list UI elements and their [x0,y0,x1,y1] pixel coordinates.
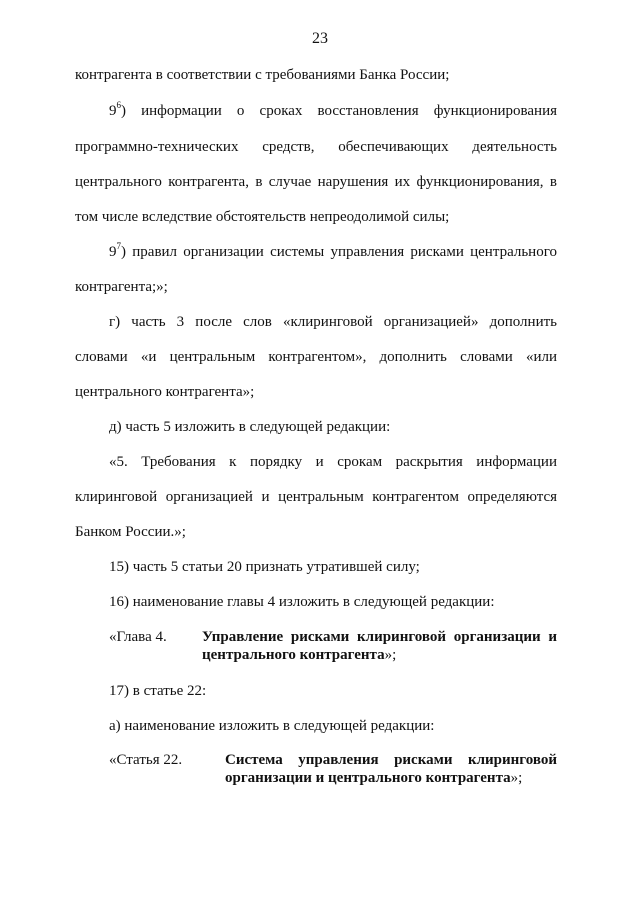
paragraph-line: контрагента в соответствии с требованиями Банка России; [75,67,450,83]
item-number: 9 [109,103,117,119]
item-superscript: 6 [116,100,121,110]
paragraph-line: центрального контрагента»; [75,384,255,400]
heading-line: Система управления рисками клиринговой [225,752,557,768]
chapter-heading-title [202,628,557,664]
heading-tail: »; [384,647,397,663]
paragraph-line: г) часть 3 после слов «клиринговой организацией» дополнить [109,314,557,330]
paragraph-line: Банком России.»; [75,524,186,540]
item-text: ) правил организации системы управления рисками центрального [121,244,557,260]
paragraph-line: контрагента;»; [75,279,168,295]
item-superscript: 7 [116,241,121,251]
heading-line-text: организации и центрального контрагента [225,770,511,786]
heading-tail: »; [510,770,523,786]
heading-line [225,769,557,787]
article-heading-label: «Статья 22. [109,752,183,768]
list-item-9-6 [109,102,557,120]
item-number: 9 [109,244,117,260]
heading-line-text: центрального контрагента [202,647,385,663]
paragraph-line: клиринговой организацией и центральным контрагентом определяются [75,489,557,505]
paragraph-line: «5. Требования к порядку и срокам раскрытия информации [109,454,557,470]
heading-line: Управление рисками клиринговой организации и [202,629,557,645]
paragraph-line: программно-технических средств, обеспечивающих деятельность [75,139,557,155]
item-text: ) информации о сроках восстановления функционирования [121,103,557,119]
heading-line [202,646,557,664]
paragraph-line: 16) наименование главы 4 изложить в следующей редакции: [109,594,495,610]
paragraph-line: а) наименование изложить в следующей редакции: [109,718,435,734]
article-heading-title [225,751,557,787]
page-number: 23 [312,30,328,47]
paragraph-line: том числе вследствие обстоятельств непреодолимой силы; [75,209,450,225]
paragraph-line: 15) часть 5 статьи 20 признать утратившей силу; [109,559,420,575]
paragraph-line: словами «и центральным контрагентом», дополнить словами «или [75,349,557,365]
chapter-heading-label: «Глава 4. [109,629,167,645]
paragraph-line: 17) в статье 22: [109,683,207,699]
paragraph-line: д) часть 5 изложить в следующей редакции: [109,419,391,435]
list-item-9-7 [109,243,557,261]
paragraph-line: центрального контрагента, в случае нарушения их функционирования, в [75,174,557,190]
